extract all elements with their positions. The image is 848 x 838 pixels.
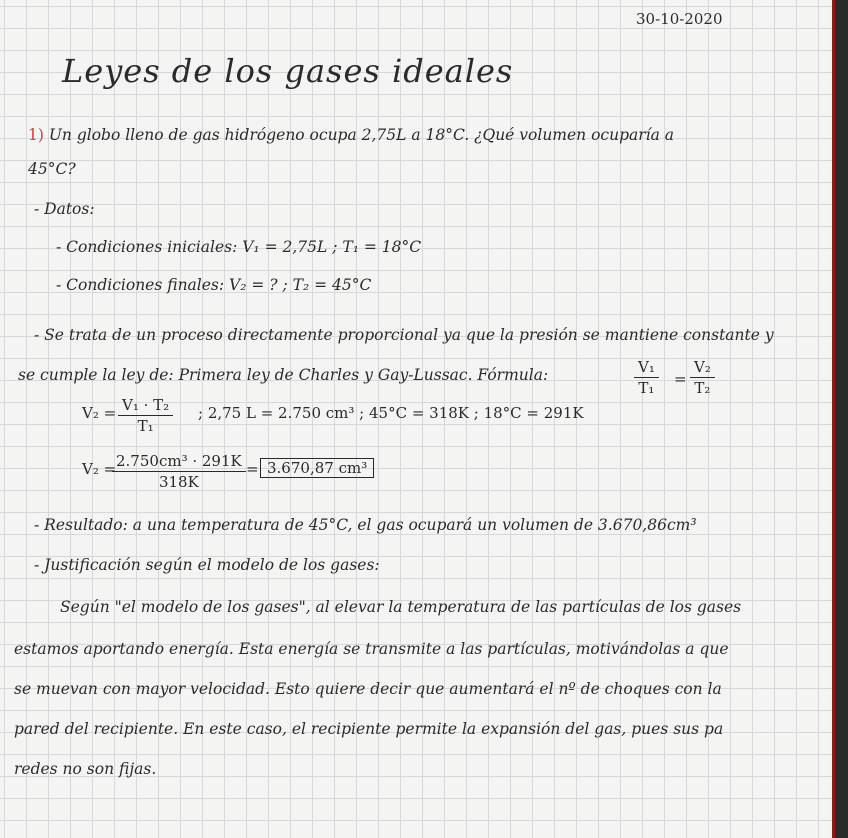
formula-t1: T₁ xyxy=(638,379,655,397)
adjacent-page-edge xyxy=(832,0,848,838)
calc-equals: = xyxy=(246,460,259,478)
explanation-line-2: se cumple la ley de: Primera ley de Charles y Gay-Lussac. Fórmula: xyxy=(18,366,549,384)
problem-text-1: Un globo lleno de gas hidrógeno ocupa 2,75L a 18°C. ¿Qué volumen ocuparía a xyxy=(48,126,675,144)
justificacion-line-4: pared del recipiente. En este caso, el recipiente permite la expansión del gas, pues sus pa xyxy=(14,720,724,738)
result-box: 3.670,87 cm³ xyxy=(260,458,374,478)
datos-heading: - Datos: xyxy=(34,200,95,218)
v2-calc-denominator: 318K xyxy=(158,473,199,491)
v2-formula-fraction xyxy=(118,396,173,435)
formula-equals: = xyxy=(674,370,687,388)
condiciones-iniciales: - Condiciones iniciales: V₁ = 2,75L ; T₁ = 18°C xyxy=(56,238,422,256)
formula-v1: V₁ xyxy=(634,358,659,378)
condiciones-finales: - Condiciones finales: V₂ = ? ; T₂ = 45°C xyxy=(56,276,372,294)
v2-formula-denominator: T₁ xyxy=(137,417,154,435)
v2-calc-numerator: 2.750cm³ · 291K xyxy=(112,452,246,472)
v2-formula-numerator: V₁ · T₂ xyxy=(118,396,173,416)
explanation-line-1: - Se trata de un proceso directamente proporcional ya que la presión se mantiene constante y xyxy=(34,326,774,344)
formula-fraction-1 xyxy=(634,358,659,397)
v2-label: V₂ = xyxy=(82,404,117,422)
formula-v2: V₂ xyxy=(690,358,715,378)
justificacion-line-3: se muevan con mayor velocidad. Esto quiere decir que aumentará el nº de choques con la xyxy=(14,680,722,698)
justificacion-heading: - Justificación según el modelo de los gases: xyxy=(34,556,380,574)
page-title: Leyes de los gases ideales xyxy=(62,52,514,90)
justificacion-line-2: estamos aportando energía. Esta energía se transmite a las partículas, motivándolas a que xyxy=(14,640,729,658)
v2-label-calc: V₂ = xyxy=(82,460,117,478)
problem-line-1 xyxy=(28,126,674,144)
justificacion-line-5: redes no son fijas. xyxy=(14,760,157,778)
unit-conversions: ; 2,75 L = 2.750 cm³ ; 45°C = 318K ; 18°C = 291K xyxy=(198,404,584,422)
justificacion-line-1: Según "el modelo de los gases", al elevar la temperatura de las partículas de los gases xyxy=(60,598,742,616)
formula-t2: T₂ xyxy=(694,379,711,397)
formula-fraction-2 xyxy=(690,358,715,397)
resultado: - Resultado: a una temperatura de 45°C, el gas ocupará un volumen de 3.670,86cm³ xyxy=(34,516,697,534)
problem-line-2: 45°C? xyxy=(28,160,76,178)
date: 30-10-2020 xyxy=(636,10,723,28)
v2-calc-fraction xyxy=(112,452,246,491)
problem-number: 1) xyxy=(28,126,44,144)
